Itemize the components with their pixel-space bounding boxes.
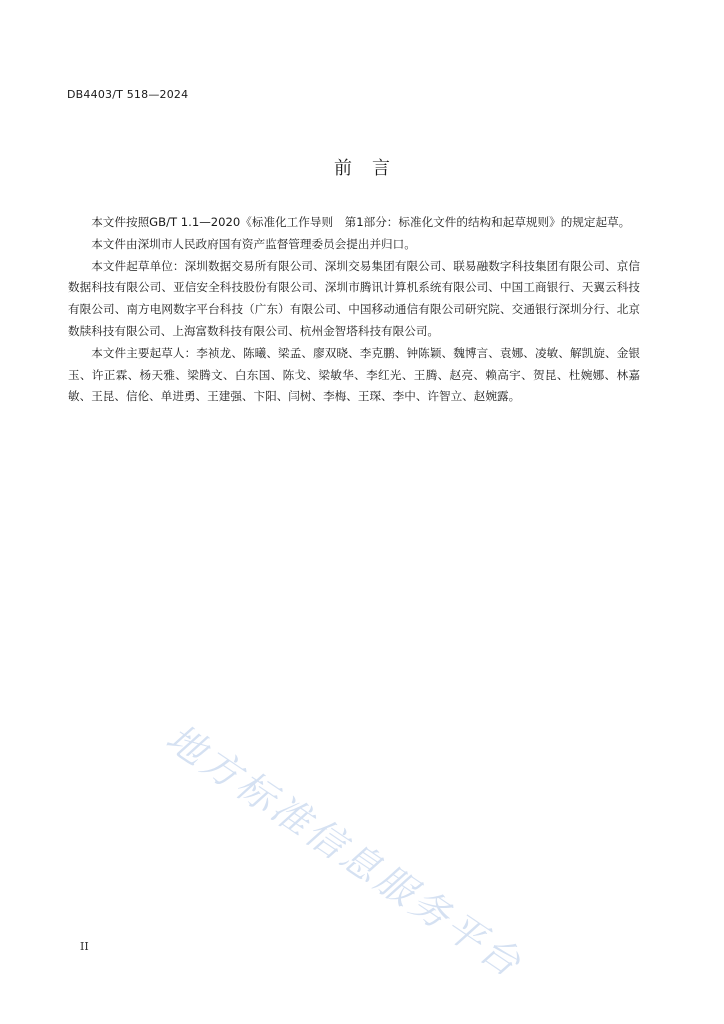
- paragraph-drafting-units: 本文件起草单位：深圳数据交易所有限公司、深圳交易集团有限公司、联易融数字科技集团有限公司、京信数据科技有限公司、亚信安全科技股份有限公司、深圳市腾讯计算机系统有限公司、中国工商银行、天翼云科技有限公司、南方电网数字平台科技（广东）有限公司、中国移动通信有限公司研究院、交通银行深圳分行、北京数牍科技有限公司、上海富数科技有限公司、杭州金智塔科技有限公司。: [68, 258, 640, 338]
- paragraph-drafters: 本文件主要起草人：李祯龙、陈曦、梁孟、廖双晓、李克鹏、钟陈颖、魏博言、袁娜、凌敏、解凯旋、金银玉、许正霖、杨天雅、梁腾文、白东国、陈戈、梁敏华、李红光、王腾、赵亮、赖高宇、贺昆、杜婉娜、林嘉敏、王昆、信伦、单进勇、王建强、卞阳、闫树、李梅、王琛、李中、许智立、赵婉露。: [68, 345, 640, 404]
- document-code: DB4403/T 518—2024: [67, 88, 189, 101]
- document-body: [68, 212, 640, 408]
- paragraph-drafting-rules: 本文件按照GB/T 1.1—2020《标准化工作导则 第1部分：标准化文件的结构和起草规则》的规定起草。: [91, 215, 631, 229]
- paragraph-proposer: 本文件由深圳市人民政府国有资产监督管理委员会提出并归口。: [91, 236, 416, 251]
- page-title: 前言: [334, 158, 410, 179]
- watermark: 地方标准信息服务平台: [158, 715, 532, 987]
- page-number: II: [80, 940, 89, 953]
